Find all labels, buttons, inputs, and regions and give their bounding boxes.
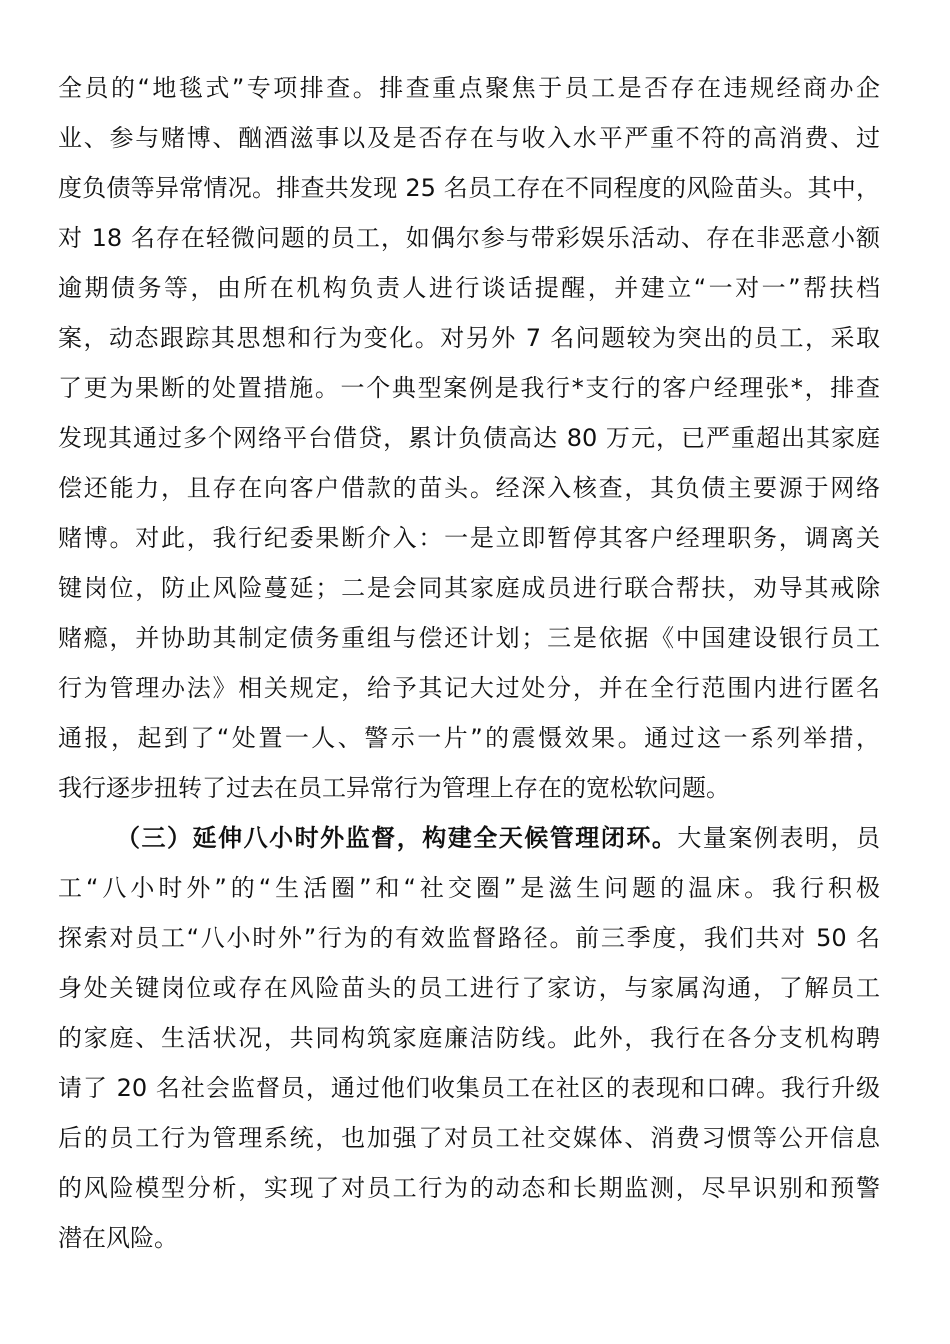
text-line: 偿还能力，且存在向客户借款的苗头。经深入核查，其负债主要源于网络 [58, 474, 880, 502]
paragraph-1 [58, 63, 880, 813]
paragraph-2 [58, 813, 880, 1263]
text-line: 请了 20 名社会监督员，通过他们收集员工在社区的表现和口碑。我行升级 [58, 1074, 880, 1102]
text-line: 探索对员工“八小时外”行为的有效监督路径。前三季度，我们共对 50 名 [58, 924, 880, 952]
text-line: 我行逐步扭转了过去在员工异常行为管理上存在的宽松软问题。 [58, 774, 730, 802]
text-line: 通报，起到了“处置一人、警示一片”的震慑效果。通过这一系列举措， [58, 724, 880, 752]
text-line: 赌瘾，并协助其制定债务重组与偿还计划；三是依据《中国建设银行员工 [58, 624, 880, 652]
text-line: 的风险模型分析，实现了对员工行为的动态和长期监测，尽早识别和预警 [58, 1174, 880, 1202]
text-line: 行为管理办法》相关规定，给予其记大过处分，并在全行范围内进行匿名 [58, 674, 880, 702]
text-line: 发现其通过多个网络平台借贷，累计负债高达 80 万元，已严重超出其家庭 [58, 424, 880, 452]
text-line: 业、参与赌博、酗酒滋事以及是否存在与收入水平严重不符的高消费、过 [58, 124, 880, 152]
text-line: 逾期债务等，由所在机构负责人进行谈话提醒，并建立“一对一”帮扶档 [58, 274, 880, 302]
document-page [58, 63, 880, 1263]
section-heading-line [58, 813, 880, 863]
text-line: 后的员工行为管理系统，也加强了对员工社交媒体、消费习惯等公开信息 [58, 1124, 880, 1152]
section-heading: （三）延伸八小时外监督，构建全天候管理闭环。 [116, 824, 678, 852]
text-line: 键岗位，防止风险蔓延；二是会同其家庭成员进行联合帮扶，劝导其戒除 [58, 574, 880, 602]
text-line: 的家庭、生活状况，共同构筑家庭廉洁防线。此外，我行在各分支机构聘 [58, 1024, 880, 1052]
text-line: 身处关键岗位或存在风险苗头的员工进行了家访，与家属沟通，了解员工 [58, 974, 880, 1002]
text-line: 对 18 名存在轻微问题的员工，如偶尔参与带彩娱乐活动、存在非恶意小额 [58, 224, 880, 252]
text-line: 工“八小时外”的“生活圈”和“社交圈”是滋生问题的温床。我行积极 [58, 874, 880, 902]
text-line: 案，动态跟踪其思想和行为变化。对另外 7 名问题较为突出的员工，采取 [58, 324, 880, 352]
body-text: 大量案例表明，员 [677, 824, 881, 852]
text-line: 全员的“地毯式”专项排查。排查重点聚焦于员工是否存在违规经商办企 [58, 74, 880, 102]
text-line: 赌博。对此，我行纪委果断介入：一是立即暂停其客户经理职务，调离关 [58, 524, 880, 552]
text-line: 度负债等异常情况。排查共发现 25 名员工存在不同程度的风险苗头。其中， [58, 174, 880, 202]
text-line: 了更为果断的处置措施。一个典型案例是我行*支行的客户经理张*，排查 [58, 374, 880, 402]
text-line: 潜在风险。 [58, 1224, 178, 1252]
